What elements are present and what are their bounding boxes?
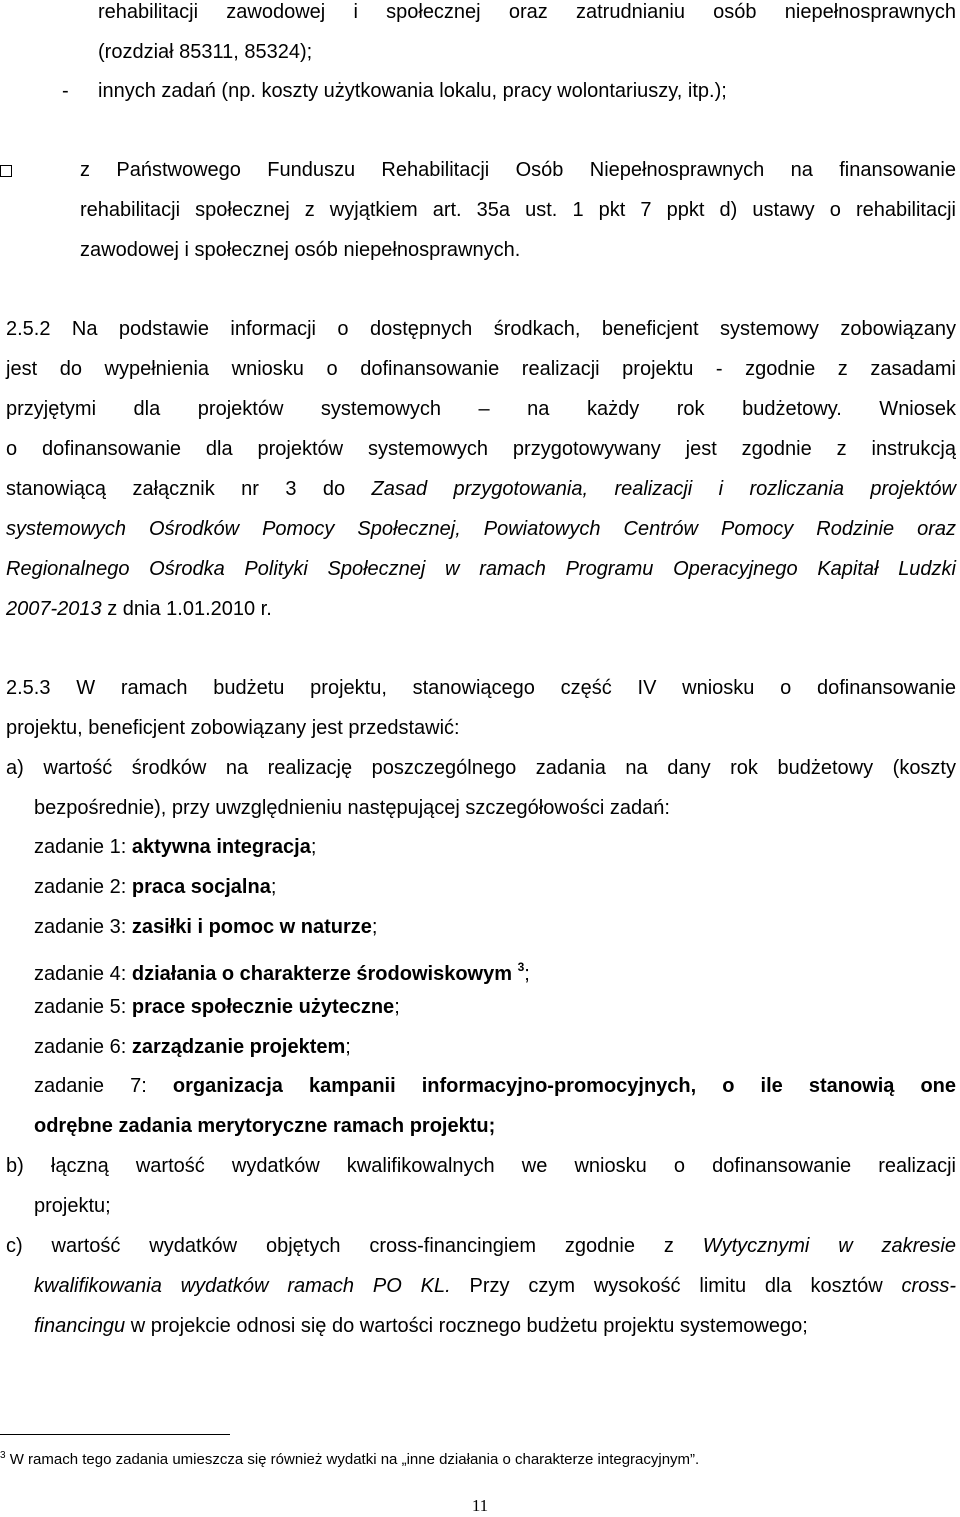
section-2-5-2: 2.5.2 Na podstawie informacji o dostępnych środkach, beneficjent systemowy zobowiązany bbox=[6, 318, 956, 340]
text-line: zawodowej i społecznej osób niepełnosprawnych. bbox=[80, 239, 521, 261]
section-2-5-3: 2.5.3 W ramach budżetu projektu, stanowiącego część IV wniosku o dofinansowanie bbox=[6, 677, 956, 699]
list-item-c: c) wartość wydatków objętych cross-financingiem zgodnie z Wytycznymi w zakresie bbox=[6, 1235, 956, 1257]
text-line: rehabilitacji społecznej z wyjątkiem art. 35a ust. 1 pkt 7 ppkt d) ustawy o rehabilitacji bbox=[80, 199, 956, 221]
text-line: odrębne zadania merytoryczne ramach projektu; bbox=[34, 1115, 496, 1137]
task-item: zadanie 7: organizacja kampanii informacyjno-promocyjnych, o ile stanowią one bbox=[34, 1075, 957, 1097]
text-line: stanowiącą załącznik nr 3 do Zasad przygotowania, realizacji i rozliczania projektów bbox=[6, 478, 956, 500]
text-line: bezpośrednie), przy uwzględnieniu następującej szczegółowości zadań: bbox=[34, 797, 670, 819]
text-line: kwalifikowania wydatków ramach PO KL. Przy czym wysokość limitu dla kosztów cross- bbox=[34, 1275, 956, 1297]
text-line: z Państwowego Funduszu Rehabilitacji Osób Niepełnosprawnych na finansowanie bbox=[80, 159, 956, 181]
footnote: $^3$ W ramach tego zadania umieszcza się również wydatki na „inne działania o charakterze integracyjnym”. bbox=[0, 1450, 700, 1468]
footnote-ref[interactable]: 3 bbox=[517, 960, 525, 974]
task-item: zadanie 1: aktywna integracja; bbox=[34, 836, 317, 858]
footnote-separator bbox=[0, 1434, 230, 1435]
text-line: o dofinansowanie dla projektów systemowych przygotowywany jest zgodnie z instrukcją bbox=[6, 438, 956, 460]
text-line: (rozdział 85311, 85324); bbox=[98, 41, 313, 63]
list-item-b: b) łączną wartość wydatków kwalifikowalnych we wniosku o dofinansowanie realizacji bbox=[6, 1155, 956, 1177]
list-item-a: a) wartość środków na realizację poszczególnego zadania na dany rok budżetowy (koszty bbox=[6, 757, 956, 779]
text-line: projektu; bbox=[34, 1195, 111, 1217]
task-item: zadanie 2: praca socjalna; bbox=[34, 876, 277, 898]
task-item: zadanie 3: zasiłki i pomoc w naturze; bbox=[34, 916, 378, 938]
text-line: systemowych Ośrodków Pomocy Społecznej, Powiatowych Centrów Pomocy Rodzinie oraz bbox=[6, 518, 956, 540]
text-line: przyjętymi dla projektów systemowych – na każdy rok budżetowy. Wniosek bbox=[6, 398, 956, 420]
text-line: Regionalnego Ośrodka Polityki Społecznej w ramach Programu Operacyjnego Kapitał Ludzki bbox=[6, 558, 956, 580]
checkbox-bullet-icon bbox=[0, 165, 12, 177]
task-item: zadanie 4: działania o charakterze środowiskowym $^3$; bbox=[34, 960, 530, 985]
task-item: zadanie 5: prace społecznie użyteczne; bbox=[34, 996, 400, 1018]
text-line: jest do wypełnienia wniosku o dofinansowanie realizacji projektu - zgodnie z zasadami bbox=[6, 358, 956, 380]
dash-marker: - bbox=[62, 80, 69, 102]
text-line: projektu, beneficjent zobowiązany jest przedstawić: bbox=[6, 717, 460, 739]
text-line: 2007-2013 z dnia 1.01.2010 r. bbox=[6, 598, 272, 620]
text-line: financingu w projekcie odnosi się do wartości rocznego budżetu projektu systemowego; bbox=[34, 1315, 808, 1337]
text-line: rehabilitacji zawodowej i społecznej oraz zatrudnianiu osób niepełnosprawnych bbox=[98, 1, 956, 23]
task-item: zadanie 6: zarządzanie projektem; bbox=[34, 1036, 351, 1058]
text-line: innych zadań (np. koszty użytkowania lokalu, pracy wolontariuszy, itp.); bbox=[98, 80, 727, 102]
page-number: 11 bbox=[471, 1496, 489, 1515]
